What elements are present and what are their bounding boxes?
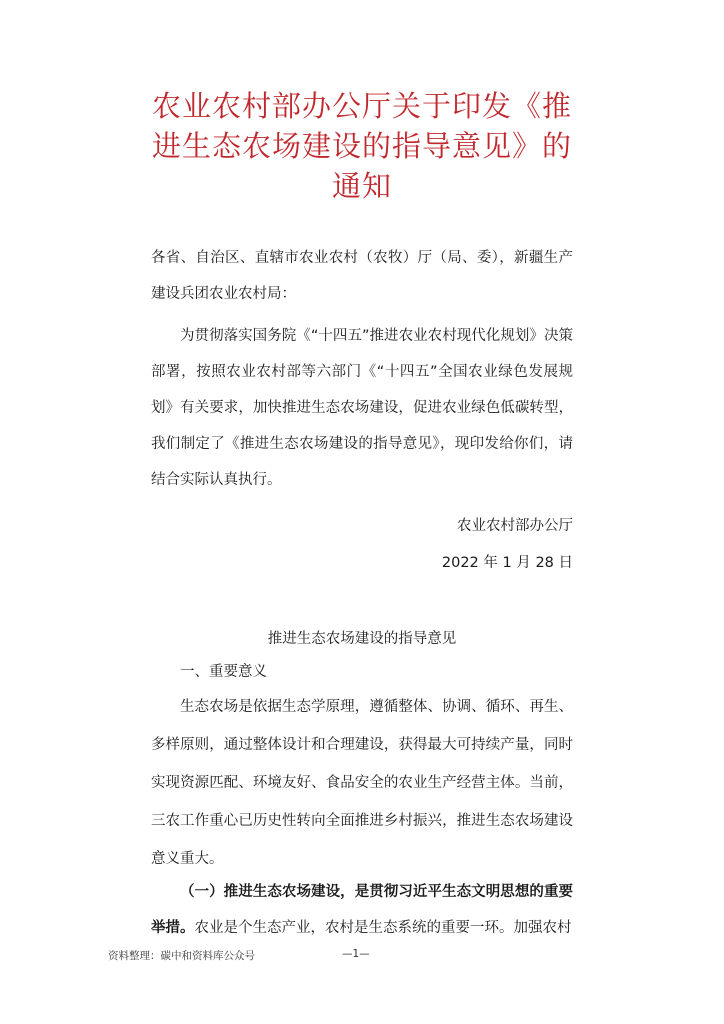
page-number: —1— <box>342 948 370 960</box>
document-title <box>150 86 574 206</box>
signature: 农业农村部办公厅 <box>457 518 573 534</box>
intro-paragraph: 为贯彻落实国务院《“十四五”推进农业农村现代化规划》决策部署，按照农业农村部等六部门《“十四五”全国农业绿色发展规划》有关要求，加快推进生态农场建设，促进农业绿色低碳转型，我们制定了《推进生态农场建设的指导意见》，现印发给你们，请结合实际认真执行。 <box>151 328 573 488</box>
footer-source: 资料整理：碳中和资料库公众号 <box>108 950 255 962</box>
title-line-2: 进生态农场建设的指导意见》的 <box>151 129 572 163</box>
point-paragraph <box>151 874 573 946</box>
point-text: 农业是个生态产业，农村是生态系统的重要一环。加强农村 <box>194 920 572 936</box>
salutation: 各省、自治区、直辖市农业农村（农牧）厅（局、委），新疆生产建设兵团农业农村局： <box>151 250 573 302</box>
title-line-1: 农业农村部办公厅关于印发《推 <box>151 89 572 123</box>
date: 2022 年 1 月 28 日 <box>441 555 573 571</box>
point-heading: （一）推进生态农场建设，是贯彻习近平生态文明思想的重要举措。 <box>151 883 573 936</box>
section-paragraph: 生态农场是依据生态学原理，遵循整体、协调、循环、再生、多样原则，通过整体设计和合理建设，获得最大可持续产量，同时实现资源匹配、环境友好、食品安全的农业生产经营主体。当前，三农工作重心已历史性转向全面推进乡村振兴，推进生态农场建设意义重大。 <box>151 699 573 867</box>
guideline-subtitle: 推进生态农场建设的指导意见 <box>267 631 457 647</box>
title-line-3: 通知 <box>331 169 392 203</box>
section-heading: 一、重要意义 <box>180 664 267 680</box>
